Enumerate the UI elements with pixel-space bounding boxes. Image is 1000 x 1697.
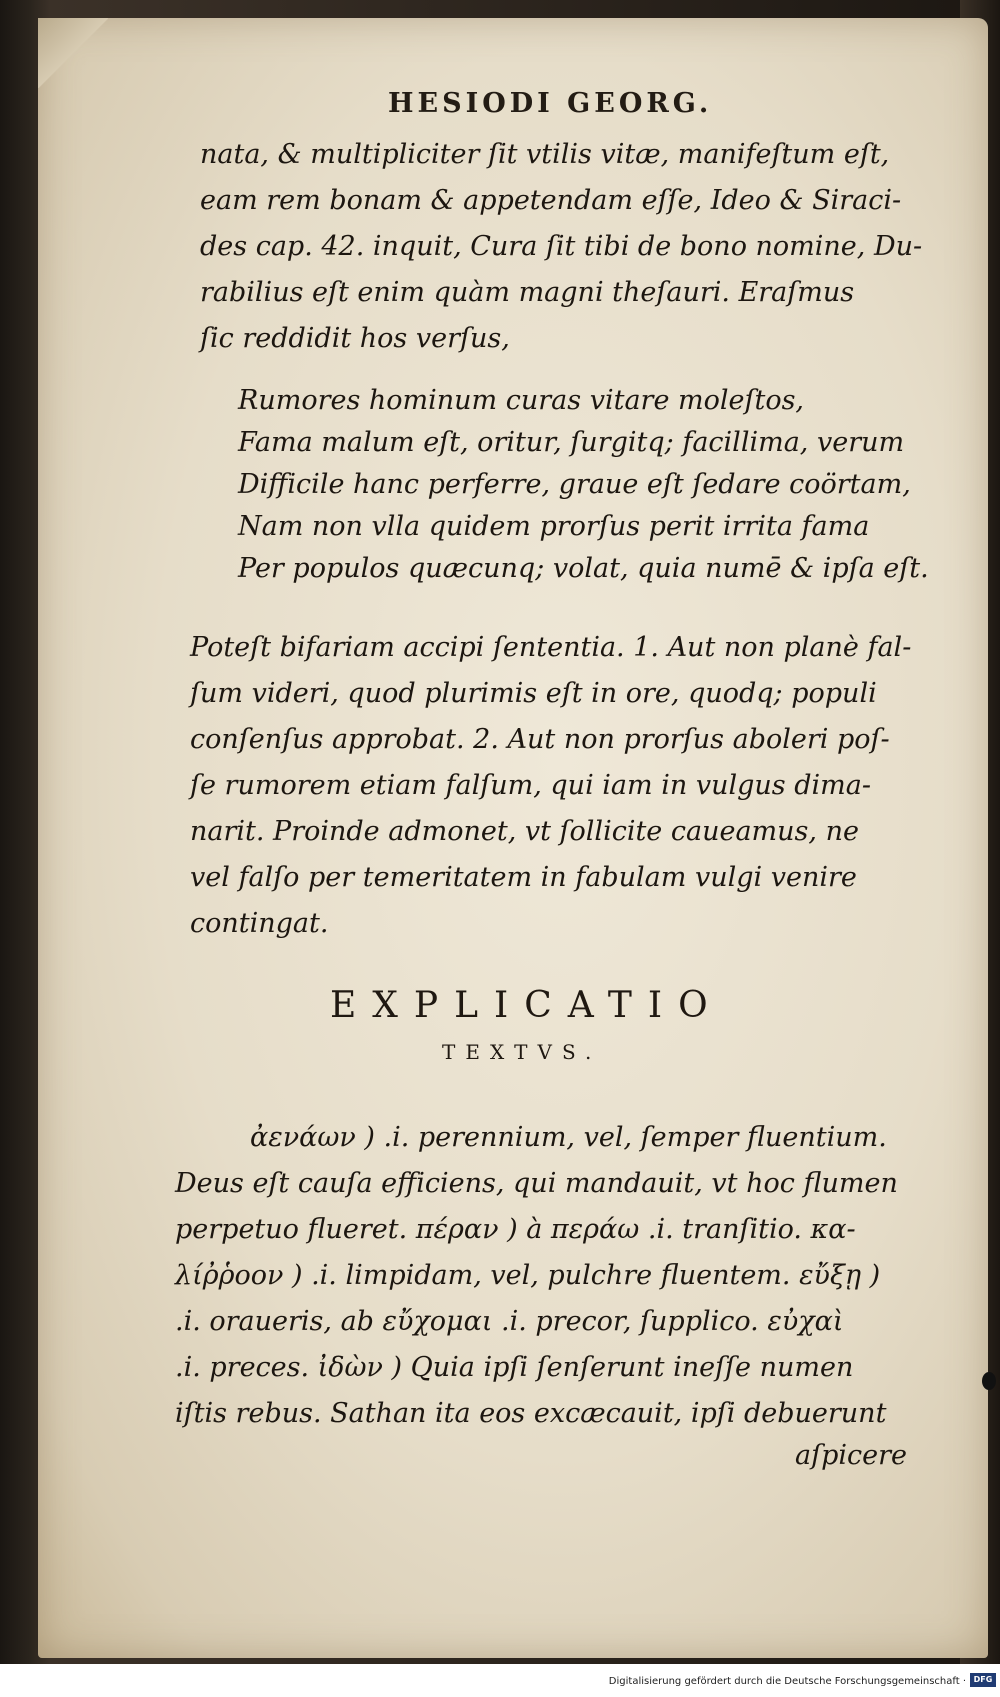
text-line: eam rem bonam & appetendam eſſe, Ideo & Siraci- [200, 185, 902, 216]
text-line: Poteſt bifariam accipi ſententia. 1. Aut non planè fal- [190, 632, 912, 663]
verse-line: Fama malum eſt, oritur, ſurgitq; facillima, verum [238, 427, 905, 458]
prose-block-2 [190, 625, 911, 947]
text-line: .i. preces. ἰδὼν ) Quia ipſi ſenſerunt ineſſe numen [175, 1352, 854, 1383]
text-line: perpetuo flueret. πέραν ) à περάω .i. tranſitio. κα- [175, 1214, 856, 1245]
margin-mark [982, 1372, 996, 1390]
text-line: conſenſus approbat. 2. Aut non prorſus aboleri poſ- [190, 724, 890, 755]
text-line: ſum videri, quod plurimis eſt in ore, quodq; populi [190, 678, 877, 709]
prose-block-3 [175, 1115, 898, 1437]
text-line: des cap. 42. inquit, Cura ſit tibi de bono nomine, Du- [200, 231, 923, 262]
verse-line: Rumores hominum curas vitare moleſtos, [238, 385, 805, 416]
section-title: EXPLICATIO [330, 985, 724, 1026]
section-subtitle: TEXTVS. [442, 1040, 602, 1064]
verse-line: Per populos quæcunq; volat, quia numē & ipſa eſt. [238, 553, 929, 584]
verse-line: Difficile hanc perferre, graue eſt ſedare coörtam, [238, 469, 911, 500]
folded-corner [38, 18, 108, 88]
digitization-credit: Digitalisierung gefördert durch die Deutsche Forschungsgemeinschaft · [608, 1676, 966, 1687]
text-line: λίῤῥοον ) .i. limpidam, vel, pulchre fluentem. εὔξῃ ) [175, 1260, 881, 1291]
text-line: narit. Proinde admonet, vt ſollicite caueamus, ne [190, 816, 859, 847]
text-line: Deus eſt cauſa efficiens, qui mandauit, vt hoc flumen [175, 1168, 898, 1199]
catchword: aſpicere [795, 1440, 907, 1471]
running-header: HESIODI GEORG. [388, 88, 713, 119]
text-line: ſe rumorem etiam falſum, qui iam in vulgus dima- [190, 770, 871, 801]
text-line: .i. oraueris, ab εὔχομαι .i. precor, ſupplico. εὐχαὶ [175, 1306, 844, 1337]
prose-block-1 [200, 132, 922, 362]
dfg-logo: DFG [970, 1673, 996, 1687]
text-line: rabilius eſt enim quàm magni theſauri. Eraſmus [200, 277, 855, 308]
verse-line: Nam non vlla quidem prorſus perit irrita fama [238, 511, 870, 542]
verse-block [238, 380, 929, 590]
text-line: contingat. [190, 908, 329, 939]
text-line: ſic reddidit hos verſus, [200, 323, 510, 354]
text-line: vel falſo per temeritatem in fabulam vulgi venire [190, 862, 857, 893]
text-line: ἀενάων ) .i. perennium, vel, ſemper fluentium. [250, 1122, 887, 1153]
text-line: nata, & multipliciter ſit vtilis vitæ, manifeſtum eſt, [200, 139, 890, 170]
text-line: iſtis rebus. Sathan ita eos excæcauit, ipſi debuerunt [175, 1398, 887, 1429]
